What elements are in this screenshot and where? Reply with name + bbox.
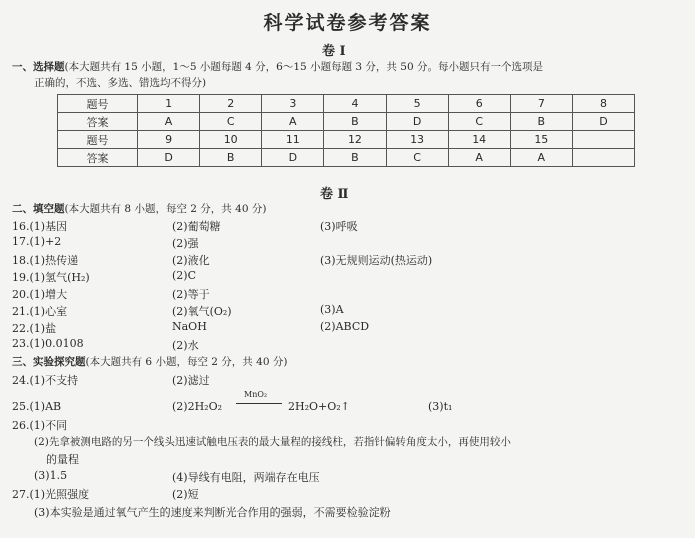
table-cell: 15 [510, 131, 572, 149]
table-cell [572, 131, 634, 149]
table-cell: B [324, 149, 386, 167]
section-2-intro [12, 201, 266, 216]
answer-26-2-cont: 的量程 [46, 453, 79, 466]
table-cell: B [510, 113, 572, 131]
answer-27-3: (3)本实验是通过氧气产生的速度来判断光合作用的强弱，不需要检验淀粉 [34, 506, 391, 519]
answer-26-4: (4)导线有电阻，两端存在电压 [172, 471, 320, 484]
volume-2-heading: 卷 Ⅱ [320, 187, 349, 202]
table-cell: 10 [200, 131, 262, 149]
answer-25-3: (3)t₁ [428, 400, 453, 413]
answer-20-2: (2)等于 [172, 288, 210, 301]
table-cell: C [200, 113, 262, 131]
table-cell: 2 [200, 95, 262, 113]
table-cell: 7 [510, 95, 572, 113]
section-1-note: (本大题共有 15 小题，1～5 小题每题 4 分，6～15 小题每题 3 分，共 50 分。每小题只有一个选项是 [64, 61, 543, 73]
answer-27-2: (2)短 [172, 488, 199, 501]
table-row-numbers-2 [58, 131, 635, 149]
table-cell: 8 [572, 95, 634, 113]
answer-19-1: 19.(1)氢气(H₂) [12, 271, 90, 284]
answer-17-1: 17.(1)+2 [12, 235, 62, 248]
section-2-note: (本大题共有 8 小题，每空 2 分，共 40 分) [64, 203, 267, 215]
section-3-note: (本大题共有 6 小题，每空 2 分，共 40 分) [85, 356, 288, 368]
table-cell: 6 [448, 95, 510, 113]
answer-20-1: 20.(1)增大 [12, 288, 68, 301]
section-2-heading: 二、填空题 [12, 203, 65, 215]
answer-17-2: (2)强 [172, 237, 199, 250]
table-row-answers-1 [58, 113, 635, 131]
table-cell: 1 [138, 95, 200, 113]
table-cell: D [386, 113, 448, 131]
answer-25-1: 25.(1)AB [12, 400, 62, 413]
table-cell: A [262, 113, 324, 131]
table-cell [572, 149, 634, 167]
answer-18-2: (2)液化 [172, 254, 210, 267]
answer-16-2: (2)葡萄糖 [172, 220, 221, 233]
table-cell: 11 [262, 131, 324, 149]
table-cell: D [572, 113, 634, 131]
table-cell: 9 [138, 131, 200, 149]
answer-26-3: (3)1.5 [34, 469, 68, 482]
table-cell: D [262, 149, 324, 167]
table-cell: A [138, 113, 200, 131]
section-3-intro [12, 354, 287, 369]
section-3-heading: 三、实验探究题 [12, 356, 86, 368]
table-cell: 4 [324, 95, 386, 113]
row-header-answer: 答案 [58, 149, 138, 167]
volume-1-heading: 卷 Ⅰ [322, 44, 346, 59]
answer-18-3: (3)无规则运动(热运动) [320, 254, 433, 267]
answer-16-1: 16.(1)基因 [12, 220, 68, 233]
table-cell: 14 [448, 131, 510, 149]
answer-26-1: 26.(1)不同 [12, 419, 68, 432]
answer-22-1: 22.(1)盐 [12, 322, 57, 335]
page-title: 科学试卷参考答案 [263, 12, 432, 34]
table-cell: 13 [386, 131, 448, 149]
section-1-intro [12, 59, 543, 74]
section-1-heading: 一、选择题 [12, 61, 65, 73]
answer-23-1: 23.(1)0.0108 [12, 337, 84, 350]
answer-21-3: (3)A [320, 303, 344, 316]
row-header-answer: 答案 [58, 113, 138, 131]
section-1-note-cont: 正确的，不选、多选、错选均不得分) [34, 77, 207, 89]
table-cell: A [510, 149, 572, 167]
answer-27-1: 27.(1)光照强度 [12, 488, 90, 501]
answer-22-2: (2)ABCD [320, 320, 370, 333]
answer-21-2: (2)氧气(O₂) [172, 305, 232, 318]
table-cell: C [386, 149, 448, 167]
table-row-numbers-1 [58, 95, 635, 113]
answer-24-2: (2)滤过 [172, 374, 210, 387]
row-header-number: 题号 [58, 95, 138, 113]
catalyst-label: MnO₂ [244, 390, 268, 399]
table-cell: B [324, 113, 386, 131]
reaction-arrow-line [236, 403, 282, 404]
table-cell: A [448, 149, 510, 167]
answer-25-2-reactant: (2)2H₂O₂ [172, 400, 223, 413]
table-cell: B [200, 149, 262, 167]
answer-18-1: 18.(1)热传递 [12, 254, 79, 267]
answer-16-3: (3)呼吸 [320, 220, 358, 233]
answer-21-1: 21.(1)心室 [12, 305, 68, 318]
answer-22-1b: NaOH [172, 320, 207, 333]
answer-19-2: (2)C [172, 269, 196, 282]
answer-26-2: (2)先拿被测电路的另一个线头迅速试触电压表的最大量程的接线柱，若指针偏转角度太小，再使用较小 [34, 436, 511, 448]
answer-table [57, 94, 635, 167]
table-row-answers-2 [58, 149, 635, 167]
table-cell: C [448, 113, 510, 131]
table-cell: 5 [386, 95, 448, 113]
table-cell: D [138, 149, 200, 167]
answer-23-2: (2)水 [172, 339, 199, 352]
answer-24-1: 24.(1)不支持 [12, 374, 79, 387]
row-header-number: 题号 [58, 131, 138, 149]
table-cell: 12 [324, 131, 386, 149]
table-cell: 3 [262, 95, 324, 113]
answer-25-2-product: 2H₂O+O₂↑ [288, 400, 350, 413]
